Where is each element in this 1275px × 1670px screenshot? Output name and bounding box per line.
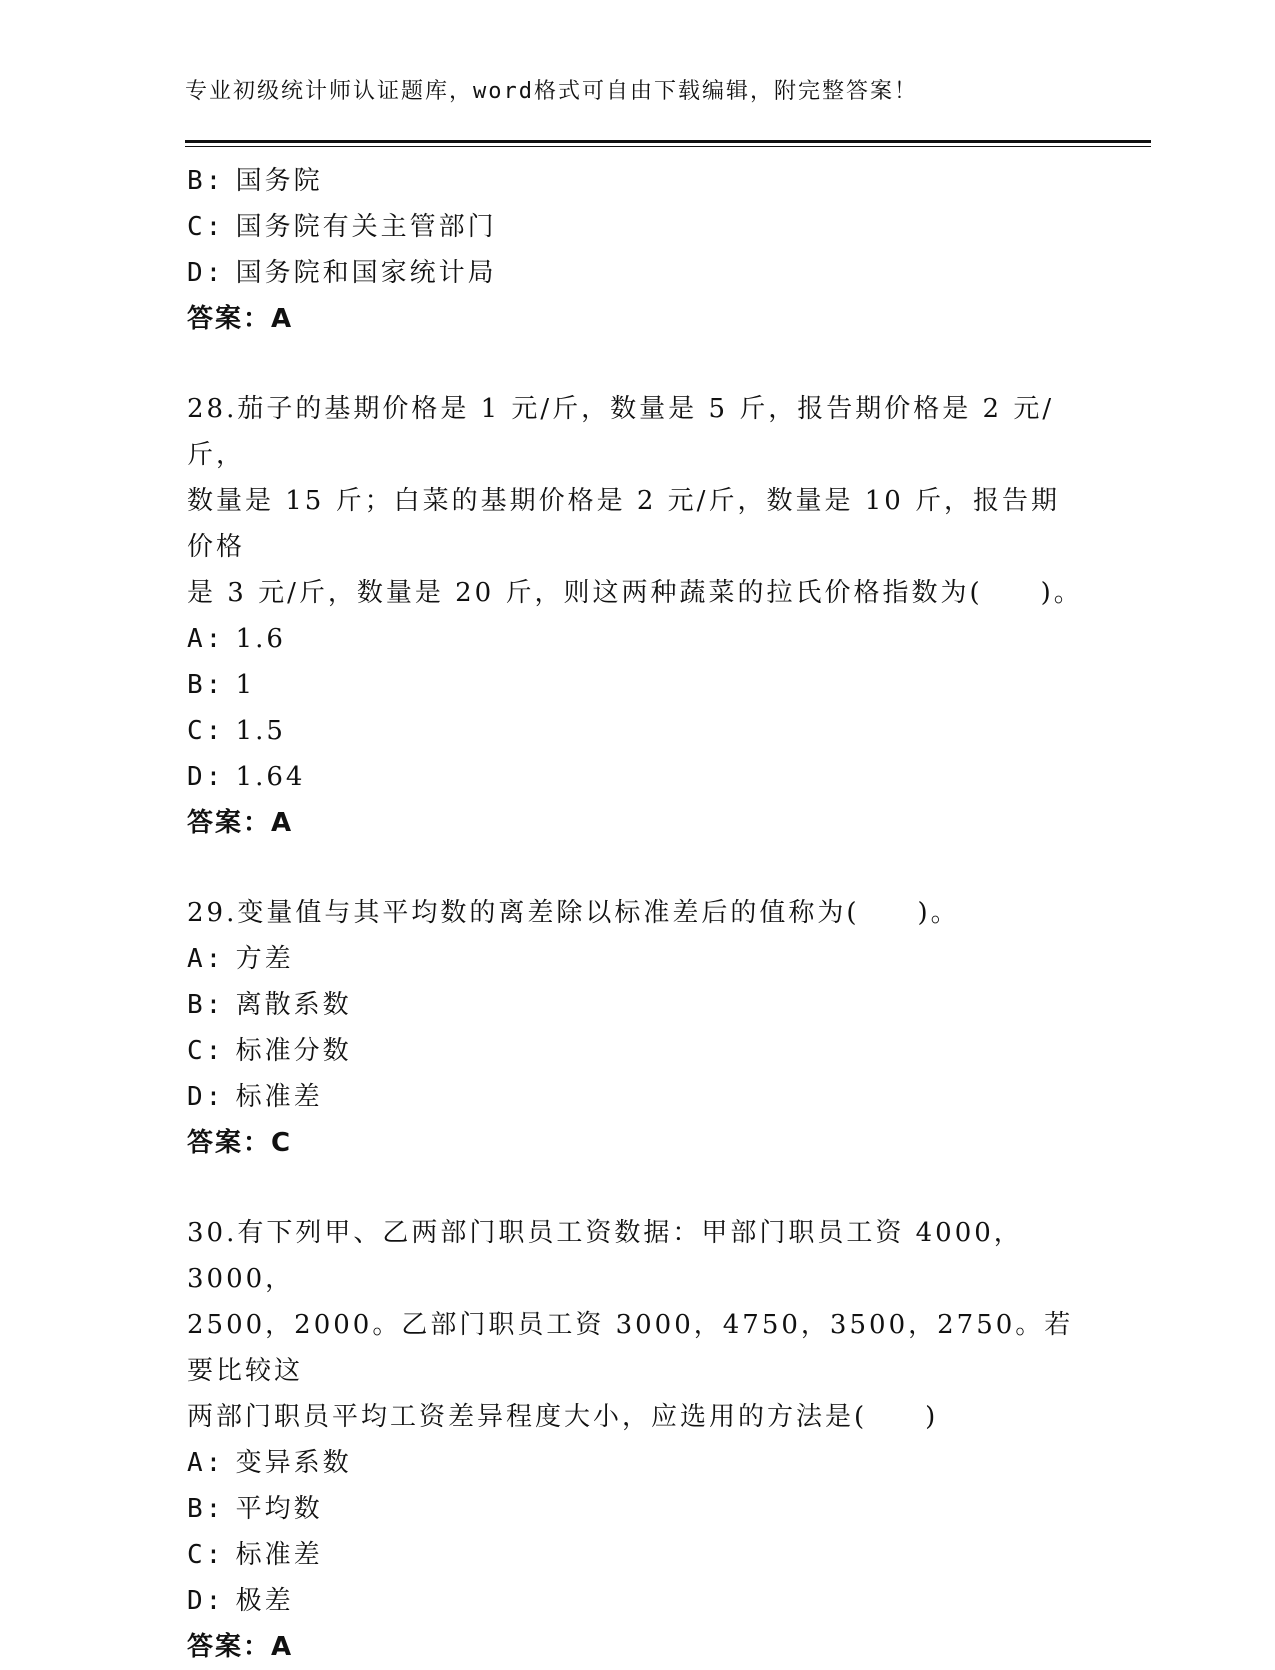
question-27-tail xyxy=(187,158,1087,342)
answer-label: 答案：A xyxy=(187,304,294,334)
question-29 xyxy=(187,890,1087,1166)
answer-label: 答案：A xyxy=(187,1632,294,1662)
option-d: D: 极差 xyxy=(187,1586,294,1616)
question-stem-line: 28.茄子的基期价格是 1 元/斤，数量是 5 斤，报告期价格是 2 元/斤， xyxy=(187,394,1055,470)
option-c: C: 1.5 xyxy=(187,716,286,746)
option-a: A: 1.6 xyxy=(187,624,286,654)
option-b: B: 平均数 xyxy=(187,1494,323,1524)
question-28 xyxy=(187,386,1087,846)
question-stem-line: 两部门职员平均工资差异程度大小，应选用的方法是( ) xyxy=(187,1402,939,1432)
question-stem-line: 2500，2000。乙部门职员工资 3000，4750，3500，2750。若要比较这 xyxy=(187,1310,1074,1386)
header-rule-thin xyxy=(185,146,1151,147)
option-d: D: 标准差 xyxy=(187,1082,323,1112)
option-d: D: 1.64 xyxy=(187,762,306,792)
option-b: B: 离散系数 xyxy=(187,990,352,1020)
page-header: 专业初级统计师认证题库，word格式可自由下载编辑，附完整答案！ xyxy=(185,79,918,104)
question-30 xyxy=(187,1210,1087,1670)
option-a: A: 变异系数 xyxy=(187,1448,352,1478)
option-c: C: 标准分数 xyxy=(187,1036,352,1066)
question-list xyxy=(187,158,1087,1670)
answer-label: 答案：C xyxy=(187,1128,293,1158)
question-stem-line: 是 3 元/斤，数量是 20 斤，则这两种蔬菜的拉氏价格指数为( )。 xyxy=(187,578,1083,608)
option-b: B: 国务院 xyxy=(187,166,323,196)
header-rule-thick xyxy=(185,140,1151,143)
option-b: B: 1 xyxy=(187,670,256,700)
option-c: C: 标准差 xyxy=(187,1540,323,1570)
question-stem-line: 29.变量值与其平均数的离差除以标准差后的值称为( )。 xyxy=(187,898,960,928)
option-d: D: 国务院和国家统计局 xyxy=(187,258,497,288)
answer-label: 答案：A xyxy=(187,808,294,838)
question-stem-line: 30.有下列甲、乙两部门职员工资数据：甲部门职员工资 4000，3000， xyxy=(187,1218,1023,1294)
option-a: A: 方差 xyxy=(187,944,294,974)
question-stem-line: 数量是 15 斤；白菜的基期价格是 2 元/斤，数量是 10 斤，报告期价格 xyxy=(187,486,1061,562)
option-c: C: 国务院有关主管部门 xyxy=(187,212,497,242)
